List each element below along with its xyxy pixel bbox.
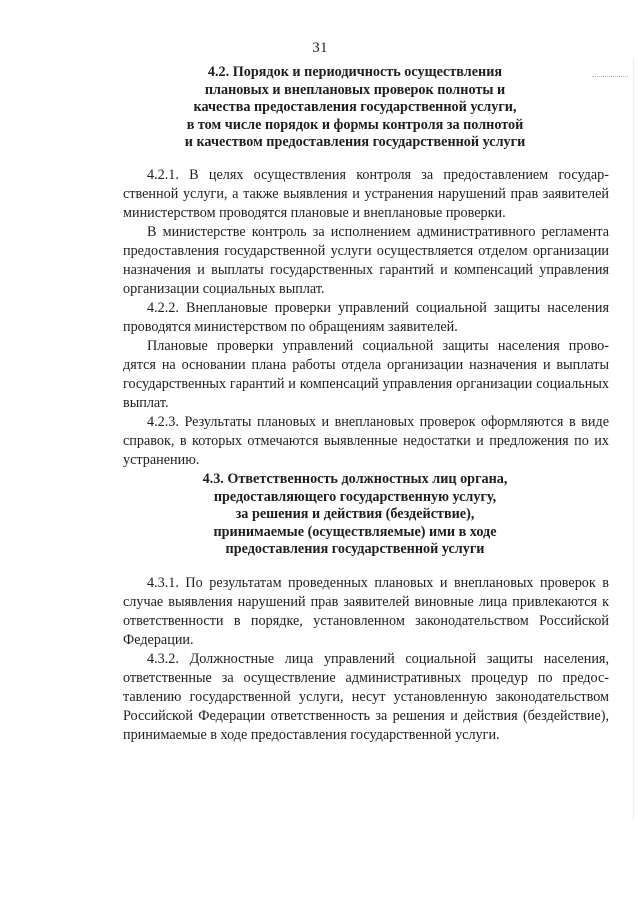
text-line: министерством проводятся плановые и внеплановые проверки. — [123, 205, 506, 221]
text-line: государственных гарантий и компенсаций управления организации социальных — [123, 376, 609, 392]
text-line: 4.3.2. Должностные лица управлений социальной защиты населения, — [147, 651, 609, 667]
paragraph-4-2-2 — [123, 299, 609, 337]
heading-line: в том числе порядок и формы контроля за полнотой — [186, 116, 524, 133]
heading-line: принимаемые (осуществляемые) ими в ходе — [213, 523, 497, 540]
heading-line: плановых и внеплановых проверок полноты и — [204, 81, 506, 98]
text-line: справок, в которых отмечаются выявленные недостатки и предложения по их — [123, 433, 609, 449]
text-line: случае выявления нарушений прав заявителей виновные лица привлекаются к — [123, 594, 609, 610]
heading-line: и качеством предоставления государственной услуги — [184, 134, 526, 151]
text-line: выплат. — [123, 395, 169, 411]
paragraph-4-2-3 — [123, 413, 609, 470]
text-line: Российской Федерации ответственность за решения и действия (бездействие), — [123, 708, 609, 724]
text-line: ответственности в порядке, установленном законодательством Российской — [123, 613, 609, 629]
text-line: организации социальных выплат. — [123, 281, 325, 297]
text-line: Плановые проверки управлений социальной защиты населения прово- — [147, 338, 609, 354]
text-line: 4.2.1. В целях осуществления контроля за предоставлением государ- — [147, 167, 609, 183]
text-line: ответственные за осуществление административных процедур по предос- — [123, 670, 609, 686]
section-4-2-heading — [120, 64, 590, 152]
text-line: тавлению государственной услуги, несут установленную законодательством — [123, 689, 609, 705]
text-line: назначения и выплаты государственных гарантий и компенсаций управления — [123, 262, 609, 278]
text-line: Федерации. — [123, 632, 194, 648]
paragraph-planned-inspections — [123, 337, 609, 413]
heading-line: качества предоставления государственной услуги, — [193, 99, 517, 116]
text-line: В министерстве контроль за исполнением административного регламента — [147, 224, 609, 240]
paragraph-4-2-1 — [123, 166, 609, 223]
heading-line: за решения и действия (бездействие), — [235, 506, 475, 523]
text-line: проводятся министерством по обращениям заявителей. — [123, 319, 458, 335]
paragraph-ministry-control — [123, 223, 609, 299]
section-4-3-heading — [120, 471, 590, 559]
text-line: устранению. — [123, 452, 200, 468]
scan-margin-artifact — [629, 60, 634, 820]
heading-line: предоставления государственной услуги — [225, 541, 485, 558]
paragraph-4-3-1 — [123, 574, 609, 650]
text-line: ственной услуги, а также выявления и устранения нарушений прав заявителей — [123, 186, 609, 202]
text-line: принимаемые в ходе предоставления государственной услуги. — [123, 727, 500, 743]
text-line: 4.2.2. Внеплановые проверки управлений социальной защиты населения — [147, 300, 609, 316]
text-line: 4.3.1. По результатам проведенных плановых и внеплановых проверок в — [147, 575, 609, 591]
paragraph-4-3-2 — [123, 650, 609, 745]
heading-line: 4.3. Ответственность должностных лиц органа, — [202, 471, 508, 487]
scan-artifact — [592, 76, 628, 78]
heading-line: 4.2. Порядок и периодичность осуществления — [207, 64, 503, 80]
text-line: 4.2.3. Результаты плановых и внеплановых проверок оформляются в виде — [147, 414, 609, 430]
text-line: предоставления государственной услуги осуществляется отделом организации — [123, 243, 609, 259]
text-line: дятся на основании плана работы отдела организации назначения и выплаты — [123, 357, 609, 373]
page-number: 31 — [312, 40, 328, 56]
heading-line: предоставляющего государственную услугу, — [213, 488, 497, 505]
